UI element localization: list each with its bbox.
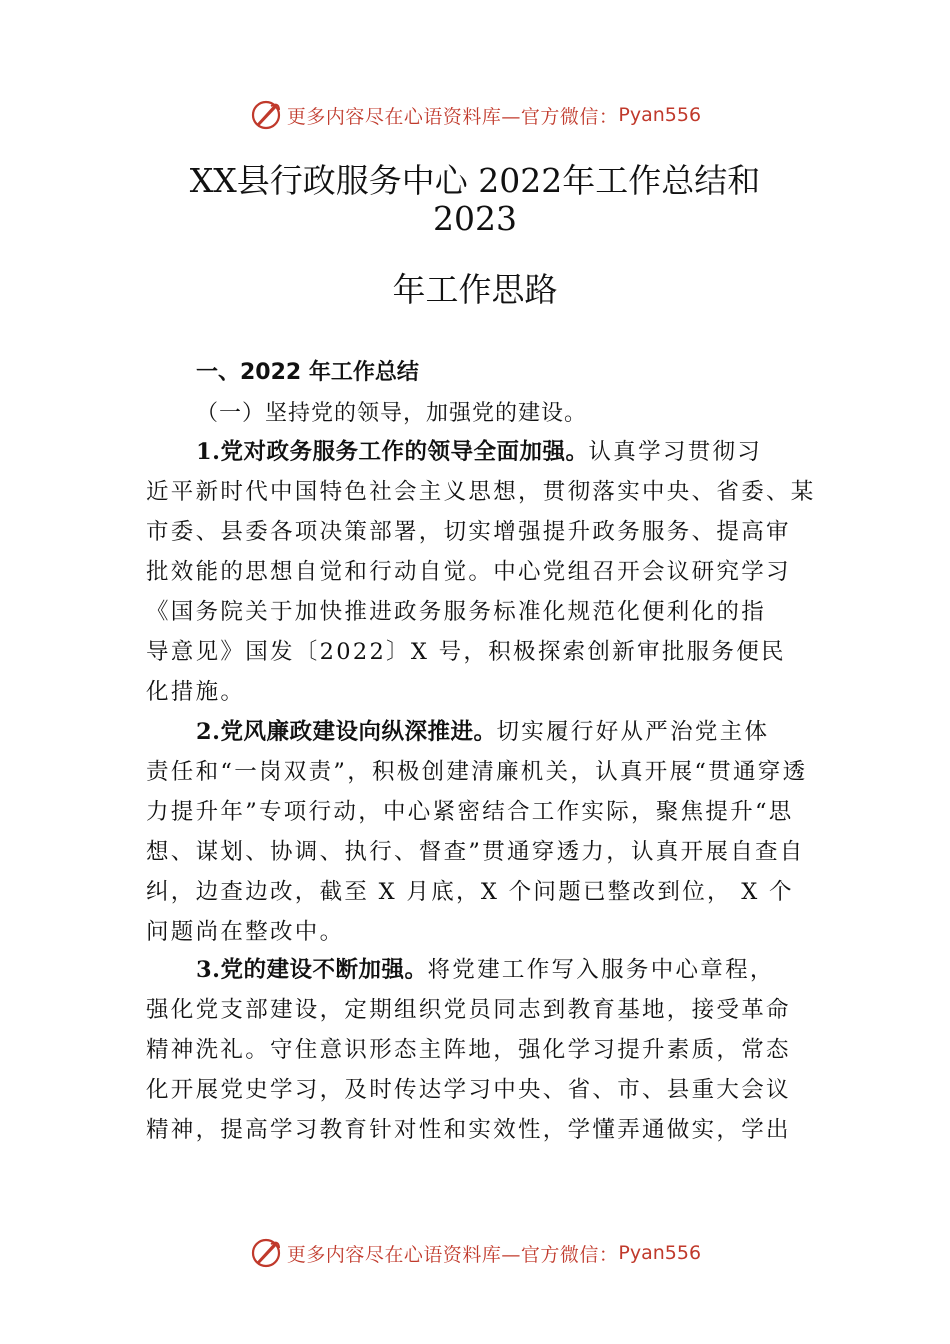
paragraph-line: 1.党对政务服务工作的领导全面加强。认真学习贯彻习: [196, 439, 763, 465]
document-title-line-3: 年工作思路: [392, 270, 558, 309]
paragraph-line: 责任和“一岗双责”，积极创建清廉机关，认真开展“贯通穿透: [146, 759, 808, 785]
quill-logo-icon: [249, 98, 283, 132]
paragraph-line: 化开展党史学习，及时传达学习中央、省、市、县重大会议: [146, 1077, 791, 1103]
quill-logo-icon: [249, 1236, 283, 1270]
paragraph-lead: 2.党风廉政建设向纵深推进。: [196, 719, 497, 745]
paragraph-line: 力提升年”专项行动，中心紧密结合工作实际，聚焦提升“思: [146, 799, 794, 825]
paragraph-line: 纠，边查边改，截至 X 月底，X 个问题已整改到位， X 个: [146, 879, 794, 905]
watermark-wechat-id: Pyan556: [618, 1242, 702, 1264]
paragraph-line: 导意见》国发〔2022〕X 号，积极探索创新审批服务便民: [146, 639, 786, 665]
paragraph-line: 市委、县委各项决策部署，切实增强提升政务服务、提高审: [146, 519, 791, 545]
paragraph-line: 3.党的建设不断加强。将党建工作写入服务中心章程，: [196, 957, 775, 983]
document-title-line-2: 2023: [433, 199, 517, 238]
paragraph-lead: 3.党的建设不断加强。: [196, 957, 428, 983]
paragraph-line: 2.党风廉政建设向纵深推进。切实履行好从严治党主体: [196, 719, 770, 745]
watermark-banner-bottom: [0, 1233, 950, 1273]
paragraph-line: 《国务院关于加快推进政务服务标准化规范化便利化的指: [146, 599, 767, 625]
paragraph-1: [146, 432, 816, 712]
paragraph-3: [146, 950, 816, 1150]
paragraph-line: 精神，提高学习教育针对性和实效性，学懂弄通做实，学出: [146, 1117, 791, 1143]
paragraph-line: 问题尚在整改中。: [146, 919, 345, 945]
subsection-heading-1: （一）坚持党的领导，加强党的建设。: [196, 401, 588, 426]
watermark-text: 更多内容尽在心语资料库—官方微信：: [286, 1243, 619, 1266]
paragraph-lead: 1.党对政务服务工作的领导全面加强。: [196, 439, 589, 465]
section-heading-1: 一、2022 年工作总结: [196, 360, 419, 385]
watermark-banner-top: [0, 95, 950, 135]
paragraph-2: [146, 712, 816, 952]
paragraph-line: 想、谋划、协调、执行、督查”贯通穿透力，认真开展自查自: [146, 839, 805, 865]
document-title-line-1: XX县行政服务中心 2022年工作总结和: [189, 161, 761, 200]
paragraph-line: 强化党支部建设，定期组织党员同志到教育基地，接受革命: [146, 997, 791, 1023]
watermark-wechat-id: Pyan556: [618, 104, 702, 126]
watermark-text: 更多内容尽在心语资料库—官方微信：: [286, 105, 619, 128]
paragraph-line: 精神洗礼。守住意识形态主阵地，强化学习提升素质，常态: [146, 1037, 791, 1063]
paragraph-line: 近平新时代中国特色社会主义思想，贯彻落实中央、省委、某: [146, 479, 816, 505]
paragraph-line: 批效能的思想自觉和行动自觉。中心党组召开会议研究学习: [146, 559, 791, 585]
paragraph-line: 化措施。: [146, 679, 246, 705]
